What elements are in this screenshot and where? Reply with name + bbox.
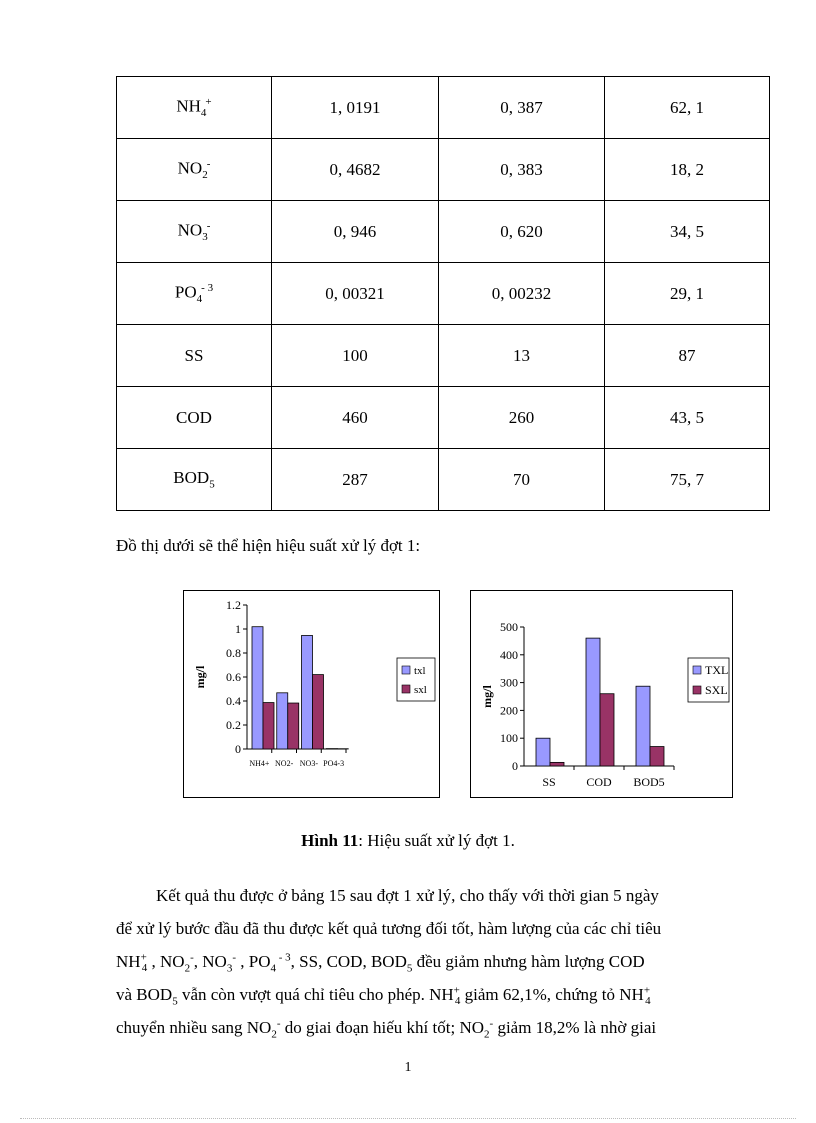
bar-sxl-0 bbox=[263, 703, 274, 749]
bar-sxl-1 bbox=[288, 703, 299, 749]
value-cell: 460 bbox=[272, 387, 439, 449]
x-tick-label: PO4-3 bbox=[323, 759, 345, 768]
value-cell: 1, 0191 bbox=[272, 77, 439, 139]
table-row bbox=[117, 263, 770, 325]
y-tick-label: 0 bbox=[512, 759, 518, 773]
y-tick-label: 0.4 bbox=[226, 694, 241, 708]
y-tick-label: 0 bbox=[235, 742, 241, 756]
figure-caption bbox=[0, 831, 816, 851]
table-row bbox=[117, 139, 770, 201]
parameter-cell: $BOD_5$ bbox=[117, 449, 272, 511]
value-cell: 0, 620 bbox=[439, 201, 605, 263]
value-cell: 75, 7 bbox=[605, 449, 770, 511]
value-cell: 0, 387 bbox=[439, 77, 605, 139]
value-cell: 29, 1 bbox=[605, 263, 770, 325]
bar-TXL-2 bbox=[636, 686, 650, 766]
bar-txl-0 bbox=[252, 627, 263, 749]
x-tick-label: COD bbox=[586, 775, 612, 789]
chart-intro: Đồ thị dưới sẽ thể hiện hiệu suất xử lý đợt 1: bbox=[116, 536, 421, 555]
value-cell: 287 bbox=[272, 449, 439, 511]
y-tick-label: 1 bbox=[235, 622, 241, 636]
x-tick-label: SS bbox=[542, 775, 556, 789]
parameter-cell: $NO_3^-$ bbox=[117, 201, 272, 263]
results-table bbox=[116, 76, 770, 511]
y-tick-label: 0.8 bbox=[226, 646, 241, 660]
y-tick-label: 500 bbox=[500, 620, 518, 634]
table-row bbox=[117, 77, 770, 139]
bar-txl-1 bbox=[277, 693, 288, 749]
chart-ss-cod-bod-svg bbox=[471, 591, 732, 797]
parameter-cell: SS bbox=[117, 325, 272, 387]
y-tick-label: 300 bbox=[500, 675, 518, 690]
table-row bbox=[117, 387, 770, 449]
y-axis-label: mg/l bbox=[193, 665, 207, 689]
x-tick-label: NH4+ bbox=[249, 759, 270, 768]
paragraph-line-4: và $BOD_5$ vẫn còn vượt quá chỉ tiêu cho phép. $NH^+_4$ giảm 62,1%, chứng tỏ $NH^+_4$ bbox=[116, 984, 651, 1008]
paragraph-line-3: $NH^+_4$ , $NO_2^-$, $NO_3^-$ , $PO_4$ $^{- 3}$, SS, COD, $BOD_5$ đều giảm nhưng hàm lượng COD bbox=[116, 951, 645, 975]
legend-label: sxl bbox=[414, 684, 427, 696]
bar-SXL-1 bbox=[600, 694, 614, 766]
chart-anions-svg bbox=[184, 591, 439, 797]
value-cell: 0, 00321 bbox=[272, 263, 439, 325]
legend-label: SXL bbox=[705, 683, 728, 697]
value-cell: 34, 5 bbox=[605, 201, 770, 263]
y-tick-label: 100 bbox=[500, 731, 518, 746]
bar-SXL-2 bbox=[650, 747, 664, 766]
value-cell: 18, 2 bbox=[605, 139, 770, 201]
legend-swatch bbox=[402, 666, 410, 674]
bar-TXL-0 bbox=[536, 738, 550, 766]
legend-label: TXL bbox=[705, 663, 729, 677]
value-cell: 100 bbox=[272, 325, 439, 387]
y-tick-label: 200 bbox=[500, 703, 518, 718]
value-cell: 260 bbox=[439, 387, 605, 449]
bar-TXL-1 bbox=[586, 638, 600, 766]
y-tick-label: 400 bbox=[500, 647, 518, 662]
x-tick-label: NO3- bbox=[299, 759, 318, 768]
value-cell: 70 bbox=[439, 449, 605, 511]
caption-label: Hình 11 bbox=[301, 831, 359, 850]
legend-swatch bbox=[693, 686, 701, 694]
value-cell: 0, 946 bbox=[272, 201, 439, 263]
value-cell: 43, 5 bbox=[605, 387, 770, 449]
table-row bbox=[117, 201, 770, 263]
y-tick-label: 1.2 bbox=[226, 598, 241, 612]
table-row bbox=[117, 449, 770, 511]
parameter-cell: $NH_4^+$ bbox=[117, 77, 272, 139]
y-axis-label: mg/l bbox=[480, 685, 494, 708]
legend-swatch bbox=[402, 685, 410, 693]
bar-SXL-0 bbox=[550, 762, 564, 766]
paragraph-line-2: để xử lý bước đầu đã thu được kết quả tương đối tốt, hàm lượng của các chỉ tiêu bbox=[116, 919, 662, 938]
y-tick-label: 0.6 bbox=[226, 670, 241, 684]
bar-sxl-2 bbox=[313, 675, 324, 749]
chart-anions bbox=[183, 590, 440, 798]
value-cell: 13 bbox=[439, 325, 605, 387]
legend-swatch bbox=[693, 666, 701, 674]
parameter-cell: $PO_4^{- 3}$ bbox=[117, 263, 272, 325]
page-number: 1 bbox=[404, 1060, 412, 1075]
value-cell: 0, 4682 bbox=[272, 139, 439, 201]
paragraph-line-1: Kết quả thu được ở bảng 15 sau đợt 1 xử lý, cho thấy với thời gian 5 ngày bbox=[156, 886, 659, 905]
value-cell: 0, 383 bbox=[439, 139, 605, 201]
table-row bbox=[117, 325, 770, 387]
y-tick-label: 0.2 bbox=[226, 718, 241, 732]
caption-text: : Hiệu suất xử lý đợt 1. bbox=[358, 831, 515, 850]
value-cell: 62, 1 bbox=[605, 77, 770, 139]
legend-label: txl bbox=[414, 665, 426, 677]
x-tick-label: NO2- bbox=[275, 759, 294, 768]
parameter-cell: $NO_2^-$ bbox=[117, 139, 272, 201]
value-cell: 0, 00232 bbox=[439, 263, 605, 325]
paragraph-line-5: chuyển nhiều sang $NO_2^-$ do giai đoạn hiếu khí tốt; $NO_2^-$ giảm 18,2% là nhờ giai bbox=[116, 1017, 657, 1041]
bar-txl-2 bbox=[302, 635, 313, 749]
value-cell: 87 bbox=[605, 325, 770, 387]
x-tick-label: BOD5 bbox=[633, 775, 665, 789]
page-divider bbox=[20, 1118, 796, 1119]
chart-ss-cod-bod bbox=[470, 590, 733, 798]
parameter-cell: COD bbox=[117, 387, 272, 449]
